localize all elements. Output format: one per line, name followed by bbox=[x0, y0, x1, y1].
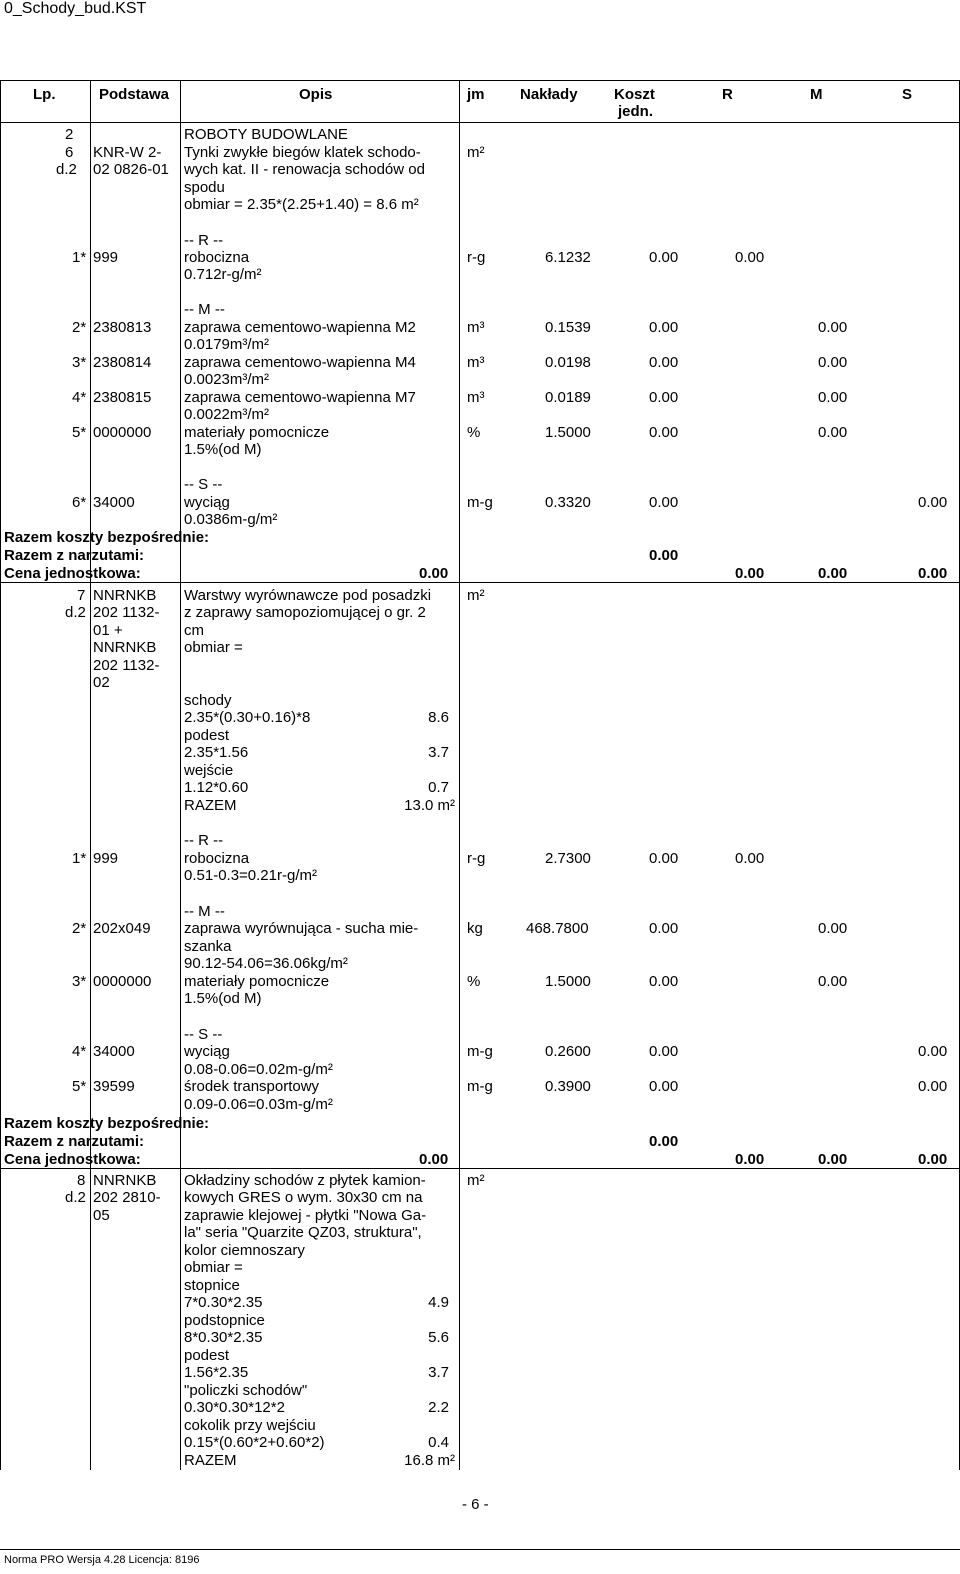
obmiar-line: obmiar = 2.35*(2.25+1.40) = 8.6 m² bbox=[184, 196, 419, 213]
header-koszt: Koszt bbox=[614, 86, 655, 103]
res-code: 202x049 bbox=[93, 920, 151, 937]
podstawa-line: NNRNKB bbox=[93, 639, 157, 656]
res-name: robocizna bbox=[184, 850, 250, 867]
calc-value: 3.7 bbox=[428, 1364, 449, 1381]
res-name: zaprawa cementowo-wapienna M4 bbox=[184, 354, 416, 371]
opis-line: Warstwy wyrównawcze pod posadzki bbox=[184, 587, 432, 604]
calc-expr: 1.56*2.35 bbox=[184, 1364, 249, 1381]
calc-value: 2.2 bbox=[428, 1399, 449, 1416]
res-unit: m-g bbox=[467, 1078, 493, 1095]
razem-label: RAZEM bbox=[184, 797, 237, 814]
summary-unit-price: Cena jednostkowa: bbox=[4, 565, 141, 582]
unit: m² bbox=[467, 587, 485, 604]
table-left-border bbox=[0, 80, 1, 1470]
res-m-value: 0.00 bbox=[818, 389, 848, 406]
summary-unit-price-value: 0.00 bbox=[419, 565, 449, 582]
res-name: zaprawa wyrównująca - sucha mie- bbox=[184, 920, 419, 937]
res-norm: 0.09-0.06=0.03m-g/m² bbox=[184, 1096, 333, 1113]
summary-direct-costs: Razem koszty bezpośrednie: bbox=[4, 529, 210, 546]
calc-label: schody bbox=[184, 692, 232, 709]
res-lp: 1* bbox=[72, 249, 87, 266]
calc-label: stopnice bbox=[184, 1277, 240, 1294]
lp-number: 8 bbox=[77, 1172, 86, 1189]
res-lp: 6* bbox=[72, 494, 87, 511]
res-unit-cost: 0.00 bbox=[649, 1043, 679, 1060]
res-quantity: 1.5000 bbox=[545, 973, 591, 990]
row-divider bbox=[0, 1168, 960, 1169]
header-bottom-border bbox=[0, 122, 960, 123]
res-code: 34000 bbox=[93, 1043, 135, 1060]
res-norm: 0.0386m-g/m² bbox=[184, 511, 278, 528]
row-divider bbox=[0, 582, 960, 583]
header-s: S bbox=[902, 86, 913, 103]
opis-line: zaprawie klejowej - płytki "Nowa Ga- bbox=[184, 1207, 427, 1224]
opis-line: cm bbox=[184, 622, 204, 639]
res-unit-cost: 0.00 bbox=[649, 920, 679, 937]
res-s-value: 0.00 bbox=[918, 494, 948, 511]
calc-label: "policzki schodów" bbox=[184, 1382, 308, 1399]
calc-value: 0.7 bbox=[428, 779, 449, 796]
calc-label: podstopnice bbox=[184, 1312, 265, 1329]
res-r-value: 0.00 bbox=[735, 249, 765, 266]
res-unit: kg bbox=[467, 920, 483, 937]
calc-expr: 7*0.30*2.35 bbox=[184, 1294, 263, 1311]
res-quantity: 1.5000 bbox=[545, 424, 591, 441]
razem-value: 13.0 m² bbox=[404, 797, 455, 814]
res-lp: 4* bbox=[72, 1043, 87, 1060]
header-opis: Opis bbox=[299, 86, 333, 103]
res-code: 999 bbox=[93, 249, 119, 266]
res-quantity: 6.1232 bbox=[545, 249, 591, 266]
summary-unit-price-r: 0.00 bbox=[735, 1151, 765, 1168]
res-name: wyciąg bbox=[184, 494, 230, 511]
opis-line: wych kat. II - renowacja schodów od bbox=[184, 161, 425, 178]
res-code: 0000000 bbox=[93, 424, 152, 441]
res-code: 999 bbox=[93, 850, 119, 867]
res-name: szanka bbox=[184, 938, 232, 955]
header-koszt-jedn: jedn. bbox=[618, 103, 654, 120]
res-lp: 5* bbox=[72, 1078, 87, 1095]
table-top-border bbox=[0, 80, 960, 81]
calc-value: 3.7 bbox=[428, 744, 449, 761]
obmiar-line: obmiar = bbox=[184, 639, 243, 656]
razem-value: 16.8 m² bbox=[404, 1452, 455, 1469]
calc-label: cokolik przy wejściu bbox=[184, 1417, 316, 1434]
res-lp: 3* bbox=[72, 973, 87, 990]
summary-with-markups: Razem z narzutami: bbox=[4, 547, 145, 564]
header-podstawa: Podstawa bbox=[99, 86, 170, 103]
column-divider-opis bbox=[180, 80, 181, 1470]
res-code: 0000000 bbox=[93, 973, 152, 990]
res-unit-cost: 0.00 bbox=[649, 249, 679, 266]
column-divider-jm bbox=[459, 80, 460, 1470]
podstawa-line: 02 0826-01 bbox=[93, 161, 169, 178]
summary-unit-price-s: 0.00 bbox=[918, 1151, 948, 1168]
res-lp: 3* bbox=[72, 354, 87, 371]
summary-unit-price-m: 0.00 bbox=[818, 1151, 848, 1168]
res-lp: 4* bbox=[72, 389, 87, 406]
group-head-m: -- M -- bbox=[184, 903, 225, 920]
podstawa-line: 05 bbox=[93, 1207, 110, 1224]
res-m-value: 0.00 bbox=[818, 424, 848, 441]
res-quantity: 0.3320 bbox=[545, 494, 591, 511]
res-unit-cost: 0.00 bbox=[649, 389, 679, 406]
res-quantity: 2.7300 bbox=[545, 850, 591, 867]
column-divider-podstawa bbox=[90, 80, 91, 1470]
res-m-value: 0.00 bbox=[818, 973, 848, 990]
calc-expr: 0.30*0.30*12*2 bbox=[184, 1399, 285, 1416]
group-head-m: -- M -- bbox=[184, 301, 225, 318]
opis-line: kolor ciemnoszary bbox=[184, 1242, 305, 1259]
res-name: środek transportowy bbox=[184, 1078, 320, 1095]
res-norm: 90.12-54.06=36.06kg/m² bbox=[184, 955, 348, 972]
res-code: 2380815 bbox=[93, 389, 152, 406]
opis-line: Okładziny schodów z płytek kamion- bbox=[184, 1172, 426, 1189]
unit: m² bbox=[467, 144, 485, 161]
podstawa-line: KNR-W 2- bbox=[93, 144, 162, 161]
summary-unit-price-m: 0.00 bbox=[818, 565, 848, 582]
opis-line: la" seria "Quarzite QZ03, struktura", bbox=[184, 1224, 422, 1241]
res-name: materiały pomocnicze bbox=[184, 424, 330, 441]
res-unit-cost: 0.00 bbox=[649, 1078, 679, 1095]
res-code: 2380814 bbox=[93, 354, 152, 371]
res-norm: 0.0022m³/m² bbox=[184, 406, 270, 423]
group-head-r: -- R -- bbox=[184, 232, 224, 249]
res-unit: m³ bbox=[467, 319, 485, 336]
razem-label: RAZEM bbox=[184, 1452, 237, 1469]
podstawa-line: 02 bbox=[93, 674, 110, 691]
res-unit: r-g bbox=[467, 249, 486, 266]
calc-value: 5.6 bbox=[428, 1329, 449, 1346]
calc-expr: 0.15*(0.60*2+0.60*2) bbox=[184, 1434, 325, 1451]
group-head-s: -- S -- bbox=[184, 476, 223, 493]
res-m-value: 0.00 bbox=[818, 354, 848, 371]
summary-unit-price-value: 0.00 bbox=[419, 1151, 449, 1168]
podstawa-line: NNRNKB bbox=[93, 587, 157, 604]
res-m-value: 0.00 bbox=[818, 920, 848, 937]
res-s-value: 0.00 bbox=[918, 1078, 948, 1095]
res-unit-cost: 0.00 bbox=[649, 494, 679, 511]
footer-rule bbox=[0, 1549, 960, 1550]
summary-unit-price-r: 0.00 bbox=[735, 565, 765, 582]
res-name: zaprawa cementowo-wapienna M7 bbox=[184, 389, 416, 406]
header-m: M bbox=[810, 86, 823, 103]
opis-line: spodu bbox=[184, 179, 225, 196]
res-code: 34000 bbox=[93, 494, 135, 511]
res-code: 39599 bbox=[93, 1078, 135, 1095]
res-norm: 1.5%(od M) bbox=[184, 441, 262, 458]
opis-line: z zaprawy samopoziomującej o gr. 2 bbox=[184, 604, 426, 621]
res-s-value: 0.00 bbox=[918, 1043, 948, 1060]
res-unit-cost: 0.00 bbox=[649, 424, 679, 441]
res-lp: 5* bbox=[72, 424, 87, 441]
opis-line: Tynki zwykłe biegów klatek schodo- bbox=[184, 144, 421, 161]
res-unit: m-g bbox=[467, 494, 493, 511]
res-unit-cost: 0.00 bbox=[649, 850, 679, 867]
header-lp: Lp. bbox=[33, 86, 56, 103]
res-unit-cost: 0.00 bbox=[649, 319, 679, 336]
calc-expr: 2.35*(0.30+0.16)*8 bbox=[184, 709, 311, 726]
res-quantity: 0.0189 bbox=[545, 389, 591, 406]
lp-number: 7 bbox=[77, 587, 86, 604]
res-unit: % bbox=[467, 424, 481, 441]
res-name: materiały pomocnicze bbox=[184, 973, 330, 990]
calc-value: 8.6 bbox=[428, 709, 449, 726]
res-norm: 1.5%(od M) bbox=[184, 990, 262, 1007]
summary-with-markups: Razem z narzutami: bbox=[4, 1133, 145, 1150]
unit: m² bbox=[467, 1172, 485, 1189]
res-name: zaprawa cementowo-wapienna M2 bbox=[184, 319, 416, 336]
podstawa-line: 202 1132- bbox=[93, 604, 160, 621]
summary-direct-costs: Razem koszty bezpośrednie: bbox=[4, 1115, 210, 1132]
res-norm: 0.712r-g/m² bbox=[184, 266, 262, 283]
group-head-s: -- S -- bbox=[184, 1026, 223, 1043]
group-head-r: -- R -- bbox=[184, 832, 224, 849]
footer-software: Norma PRO Wersja 4.28 Licencja: 8196 bbox=[4, 1554, 200, 1566]
res-norm: 0.0023m³/m² bbox=[184, 371, 270, 388]
res-quantity: 0.3900 bbox=[545, 1078, 591, 1095]
podstawa-line: 01 + bbox=[93, 622, 123, 639]
calc-value: 0.4 bbox=[428, 1434, 449, 1451]
calc-value: 4.9 bbox=[428, 1294, 449, 1311]
res-unit: r-g bbox=[467, 850, 486, 867]
lp-number: 6 bbox=[65, 144, 74, 161]
res-quantity: 468.7800 bbox=[526, 920, 589, 937]
lp-sub: d.2 bbox=[65, 604, 86, 621]
res-norm: 0.51-0.3=0.21r-g/m² bbox=[184, 867, 317, 884]
header-r: R bbox=[722, 86, 733, 103]
res-unit: m-g bbox=[467, 1043, 493, 1060]
calc-label: wejście bbox=[184, 762, 234, 779]
res-norm: 0.0179m³/m² bbox=[184, 336, 270, 353]
file-title: 0_Schody_bud.KST bbox=[4, 0, 147, 17]
section-title: ROBOTY BUDOWLANE bbox=[184, 126, 348, 143]
header-naklady: Nakłady bbox=[520, 86, 578, 103]
res-name: wyciąg bbox=[184, 1043, 230, 1060]
header-jm: jm bbox=[467, 86, 485, 103]
lp-sub: d.2 bbox=[65, 1189, 86, 1206]
opis-line: kowych GRES o wym. 30x30 cm na bbox=[184, 1189, 423, 1206]
res-unit: % bbox=[467, 973, 481, 990]
calc-expr: 2.35*1.56 bbox=[184, 744, 249, 761]
res-name: robocizna bbox=[184, 249, 250, 266]
res-unit-cost: 0.00 bbox=[649, 354, 679, 371]
res-code: 2380813 bbox=[93, 319, 152, 336]
res-lp: 2* bbox=[72, 319, 87, 336]
res-m-value: 0.00 bbox=[818, 319, 848, 336]
summary-unit-price: Cena jednostkowa: bbox=[4, 1151, 141, 1168]
calc-label: podest bbox=[184, 1347, 230, 1364]
res-lp: 1* bbox=[72, 850, 87, 867]
res-norm: 0.08-0.06=0.02m-g/m² bbox=[184, 1061, 333, 1078]
podstawa-line: NNRNKB bbox=[93, 1172, 157, 1189]
lp-sub: d.2 bbox=[56, 161, 77, 178]
calc-label: podest bbox=[184, 727, 230, 744]
res-quantity: 0.0198 bbox=[545, 354, 591, 371]
res-unit: m³ bbox=[467, 389, 485, 406]
summary-with-markups-value: 0.00 bbox=[649, 1133, 679, 1150]
res-lp: 2* bbox=[72, 920, 87, 937]
podstawa-line: 202 1132- bbox=[93, 657, 160, 674]
calc-expr: 1.12*0.60 bbox=[184, 779, 249, 796]
summary-unit-price-s: 0.00 bbox=[918, 565, 948, 582]
podstawa-line: 202 2810- bbox=[93, 1189, 161, 1206]
calc-expr: 8*0.30*2.35 bbox=[184, 1329, 263, 1346]
res-quantity: 0.2600 bbox=[545, 1043, 591, 1060]
res-unit: m³ bbox=[467, 354, 485, 371]
page-number: - 6 - bbox=[462, 1496, 489, 1513]
obmiar-line: obmiar = bbox=[184, 1259, 243, 1276]
section-number: 2 bbox=[65, 126, 74, 143]
res-r-value: 0.00 bbox=[735, 850, 765, 867]
res-unit-cost: 0.00 bbox=[649, 973, 679, 990]
res-quantity: 0.1539 bbox=[545, 319, 591, 336]
summary-with-markups-value: 0.00 bbox=[649, 547, 679, 564]
